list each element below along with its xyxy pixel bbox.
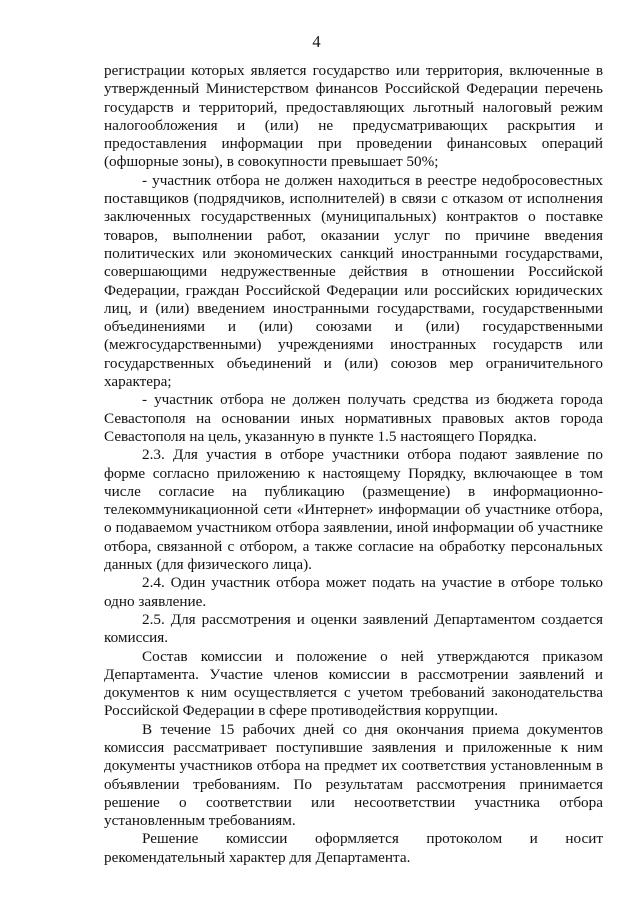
paragraph-2-5: 2.5. Для рассмотрения и оценки заявлений Департаментом создается комиссия. bbox=[104, 610, 603, 647]
paragraph-review-period: В течение 15 рабочих дней со дня окончания приема документов комиссия рассматривает поступившие заявления и приложенные к ним документы участников отбора на предмет их соответствия установленным в объявлении требованиям. По результатам рассмотрения принимается решение о соответствии или несоответствии участника отбора установленным требованиям. bbox=[104, 720, 603, 830]
paragraph-offshore-continuation: регистрации которых является государство или территория, включенные в утвержденный Министерством финансов Российской Федерации перечень государств и территорий, предоставляющих льготный налоговый режим налогообложения и (или) не предусматривающих раскрытия и предоставления информации при проведении финансовых операций (офшорные зоны), в совокупности превышает 50%; bbox=[104, 62, 603, 171]
paragraph-unreliable-suppliers: - участник отбора не должен находиться в реестре недобросовестных поставщиков (подрядчиков, исполнителей) в связи с отказом от исполнения заключенных государственных (муниципальных) контрактов о поставке товаров, выполнении работ, оказании услуг по причине введения политических или экономических санкций иностранными государствами, совершающими недружественные действия в отношении Российской Федерации, граждан Российской Федерации или российских юридических лиц, и (или) введением иностранными государствами, государственными объединениями и (или) союзами и (или) государственными (межгосударственными) учреждениями иностранных государств или государственных объединений и (или) союзов мер ограничительного характера; bbox=[104, 171, 603, 391]
paragraph-commission-decision: Решение комиссии оформляется протоколом и носит рекомендательный характер для Департамента. bbox=[104, 830, 603, 866]
paragraph-2-3: 2.3. Для участия в отборе участники отбора подают заявление по форме согласно приложению к настоящему Порядку, включающее в том числе согласие на публикацию (размещение) в информационно-телекоммуникационной сети «Интернет» информации об участнике отбора, о подаваемом участником отбора заявлении, иной информации об участнике отбора, связанной с отбором, а также согласие на обработку персональных данных (для физического лица). bbox=[104, 446, 603, 574]
document-body bbox=[104, 62, 603, 867]
paragraph-2-4: 2.4. Один участник отбора может подать на участие в отборе только одно заявление. bbox=[104, 574, 603, 610]
paragraph-budget-funds: - участник отбора не должен получать средства из бюджета города Севастополя на основании иных нормативных правовых актов города Севастополя на цель, указанную в пункте 1.5 настоящего Порядка. bbox=[104, 391, 603, 445]
paragraph-commission-composition: Состав комиссии и положение о ней утверждаются приказом Департамента. Участие членов комиссии в рассмотрении заявлений и документов к ним осуществляется с учетом требований законодательства Российской Федерации в сфере противодействия коррупции. bbox=[104, 647, 603, 720]
page-number: 4 bbox=[312, 32, 321, 51]
